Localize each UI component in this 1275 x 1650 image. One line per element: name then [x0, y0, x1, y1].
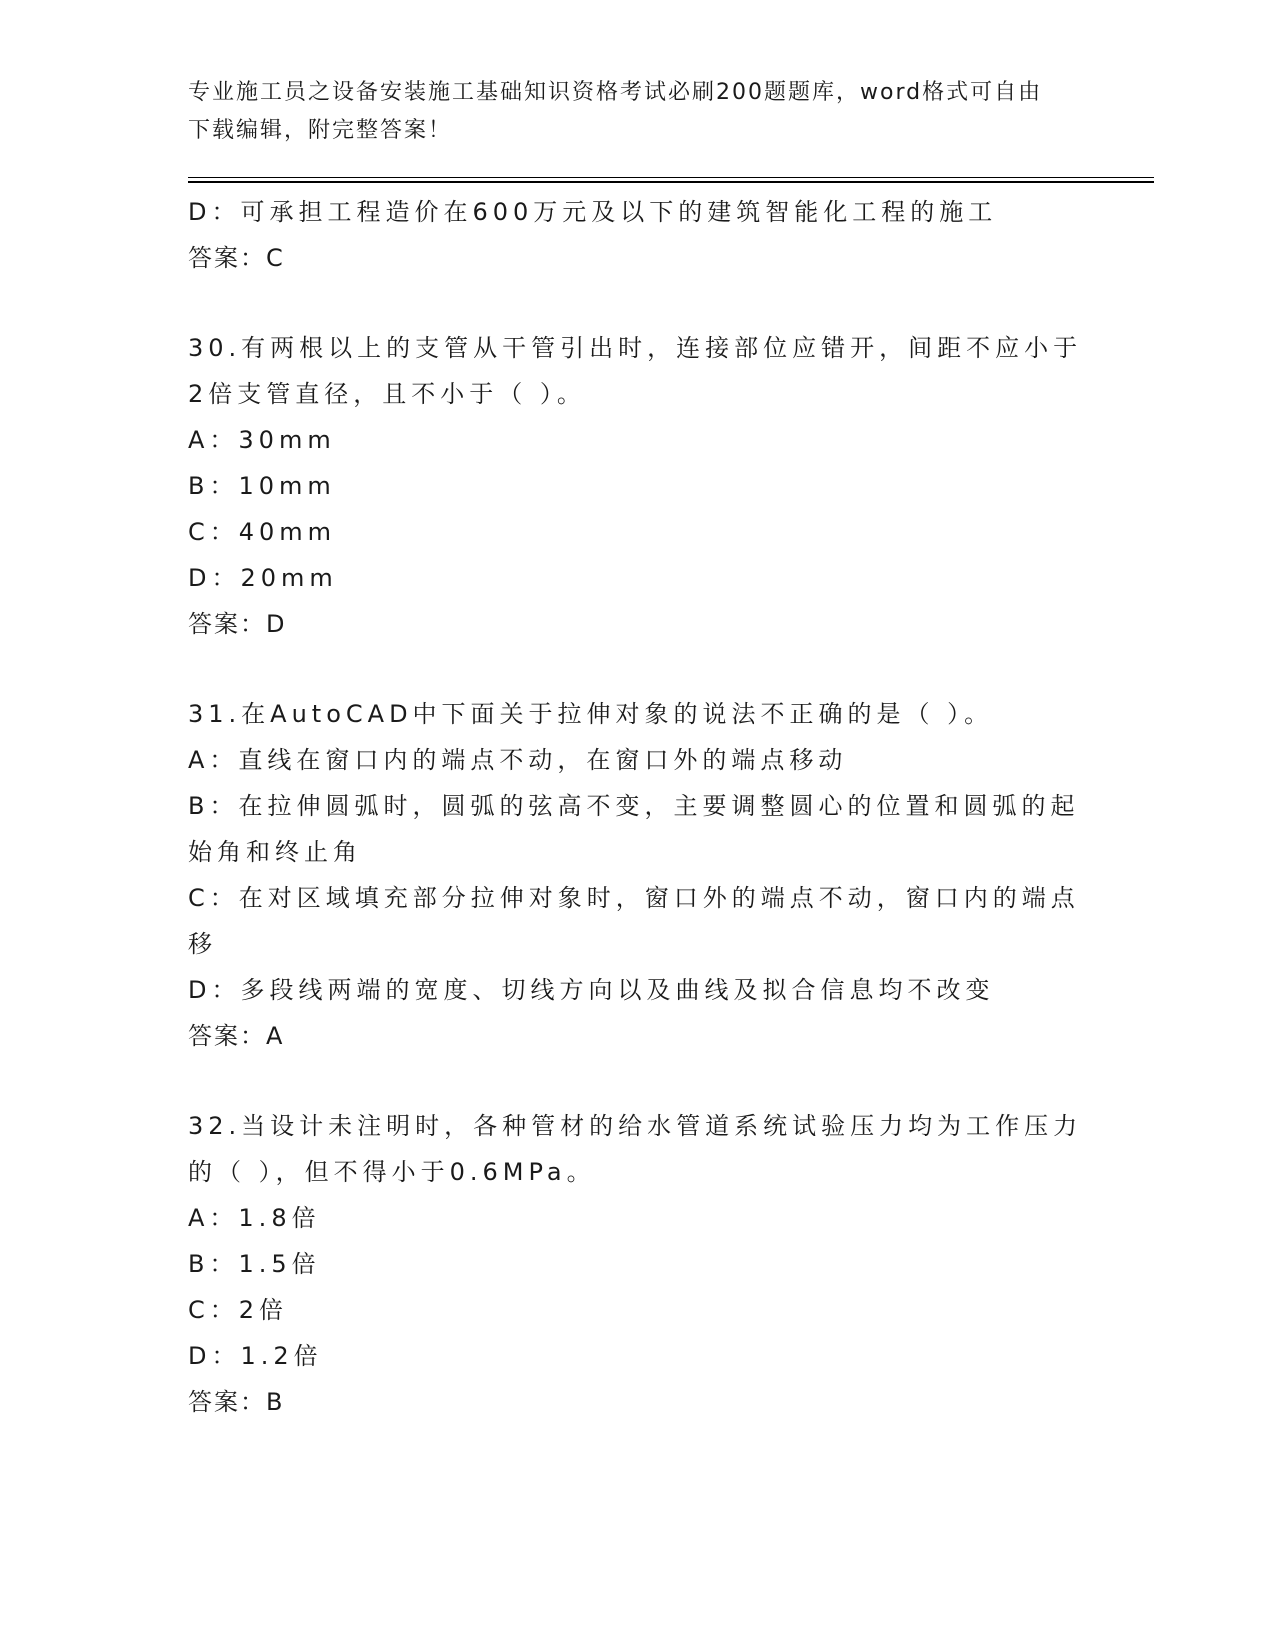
- answer-line: 答案：C: [188, 244, 285, 272]
- option-d: D：多段线两端的宽度、切线方向以及曲线及拟合信息均不改变: [188, 976, 995, 1004]
- document-header: [188, 74, 1068, 150]
- answer-line: 答案：B: [188, 1388, 285, 1416]
- question-stem-cont: 的（ ），但不得小于0.6MPa。: [188, 1158, 596, 1186]
- question-stem-cont: 2倍支管直径，且不小于（ ）。: [188, 380, 586, 408]
- header-line-2: 下载编辑，附完整答案！: [188, 118, 453, 143]
- option-c: C：在对区域填充部分拉伸对象时，窗口外的端点不动，窗口内的端点: [188, 884, 1080, 912]
- option-c-cont: 移: [188, 930, 217, 958]
- question-32: [188, 1103, 1088, 1425]
- option-c: C：2倍: [188, 1296, 289, 1324]
- option-a: A：直线在窗口内的端点不动，在窗口外的端点移动: [188, 746, 848, 774]
- option-a: A：30mm: [188, 426, 336, 454]
- option-c: C：40mm: [188, 518, 337, 546]
- header-divider-thin: [188, 177, 1154, 178]
- header-divider-thick: [188, 181, 1154, 183]
- option-a: A：1.8倍: [188, 1204, 321, 1232]
- answer-line: 答案：A: [188, 1022, 285, 1050]
- previous-question-tail: [188, 189, 1088, 281]
- answer-line: 答案：D: [188, 610, 287, 638]
- header-line-1: 专业施工员之设备安装施工基础知识资格考试必刷200题题库，word格式可自由: [188, 80, 1043, 105]
- option-b-cont: 始角和终止角: [188, 838, 362, 866]
- question-stem: 31.在AutoCAD中下面关于拉伸对象的说法不正确的是（ ）。: [188, 700, 994, 728]
- option-d: D：1.2倍: [188, 1342, 323, 1370]
- question-stem: 32.当设计未注明时，各种管材的给水管道系统试验压力均为工作压力: [188, 1112, 1083, 1140]
- option-d: D：可承担工程造价在600万元及以下的建筑智能化工程的施工: [188, 198, 998, 226]
- option-b: B：在拉伸圆弧时，圆弧的弦高不变，主要调整圆心的位置和圆弧的起: [188, 792, 1080, 820]
- option-d: D：20mm: [188, 564, 338, 592]
- question-list: [188, 189, 1088, 1425]
- question-30: [188, 325, 1088, 647]
- option-b: B：10mm: [188, 472, 336, 500]
- question-stem: 30.有两根以上的支管从干管引出时，连接部位应错开，间距不应小于: [188, 334, 1083, 362]
- question-31: [188, 691, 1088, 1059]
- option-b: B：1.5倍: [188, 1250, 321, 1278]
